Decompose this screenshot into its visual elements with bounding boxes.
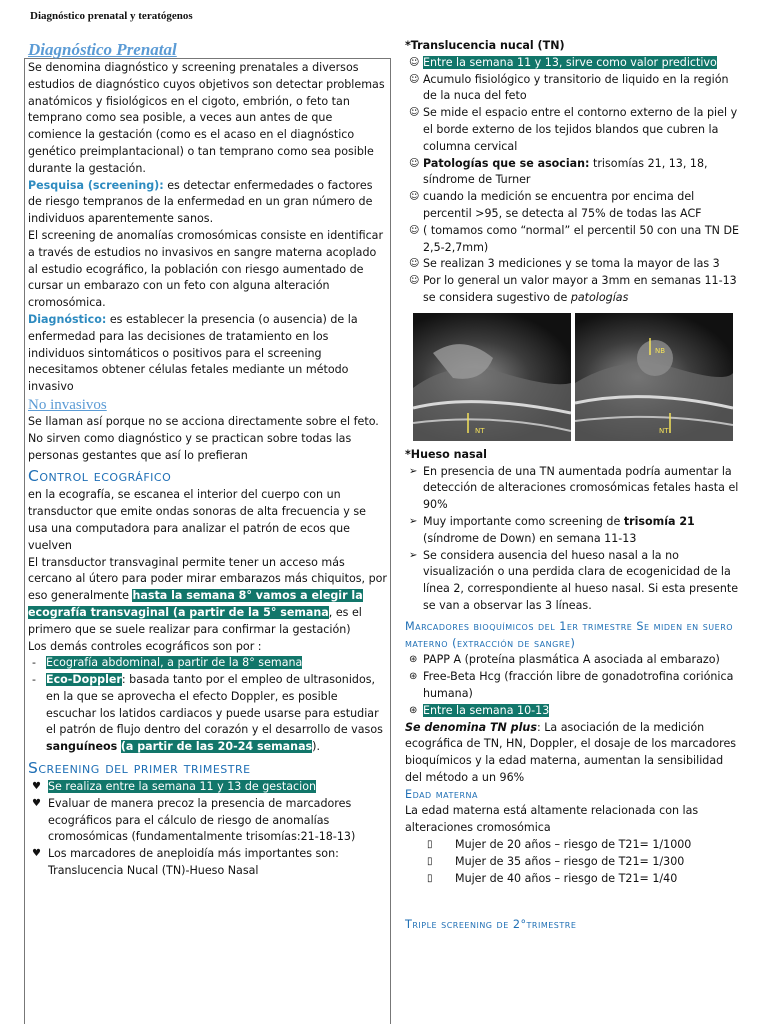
heart-icon: ♥ xyxy=(32,848,41,860)
ultrasound-image-right xyxy=(575,313,733,441)
edad-materna-heading: Edad materna xyxy=(405,787,478,801)
list-item xyxy=(405,514,741,548)
control-paragraph-1: en la ecografía, se escanea el interior del cuerpo con un transductor que emite ondas sonoras de alta frecuencia y se usa una computadora para analizar el patrón de ecos que vuelven xyxy=(28,488,366,552)
tn-item-5: cuando la medición se encuentra por encima del percentil >95, se detecta al 75% de todas las ACF xyxy=(423,190,702,220)
ultrasound-image-left xyxy=(413,313,571,441)
screening-list xyxy=(28,779,388,880)
age-risk-list xyxy=(405,837,741,887)
list-item xyxy=(405,156,741,190)
pesquisa-text: es detectar enfermedades o factores de riesgo tempranos de la enfermedad en un gran número de individuos aparentemente sanos. xyxy=(28,178,373,226)
list-item xyxy=(405,55,741,72)
hn-item-3: Se considera ausencia del hueso nasal a la no visualización o una perdida clara de ecogenicidad de la línea 2, correspondiente al hueso nasal. Si esta presente se van a observar las 3 líneas. xyxy=(423,548,739,612)
tn-item-4-text: trisomías 21, 13, 18, síndrome de Turner xyxy=(423,156,708,187)
list-item xyxy=(405,837,741,854)
title-diagnostico-prenatal: Diagnóstico Prenatal xyxy=(28,40,177,59)
box-icon: ▯ xyxy=(427,855,433,867)
tn-item-7: Se realizan 3 mediciones y se toma la mayor de las 3 xyxy=(423,257,720,271)
smiley-icon: ☺ xyxy=(409,275,420,287)
arrow-icon: ➢ xyxy=(409,549,418,561)
diagnostico-term: Diagnóstico: xyxy=(28,312,107,326)
eco-doppler-term: Eco-Doppler xyxy=(46,673,122,687)
list-item xyxy=(405,105,741,155)
list-item xyxy=(405,72,741,106)
marcador-item-3: Entre la semana 10-13 xyxy=(423,703,550,717)
list-item xyxy=(405,669,741,703)
nt-label: NT xyxy=(659,426,669,435)
tn-item-6: ( tomamos como “normal” el percentil 50 con una TN DE 2,5-2,7mm) xyxy=(423,223,740,254)
tn-plus-text: : La asociación de la medición ecográfica de TN, HN, Doppler, el dosaje de los marcadores bioquímicos y la edad materna, aumentan la sensibilidad del método a un 96% xyxy=(405,720,737,784)
flower-icon: ⊛ xyxy=(409,671,418,683)
hn-item-2c: (síndrome de Down) en semana 11-13 xyxy=(423,531,637,545)
edad-materna-text: La edad materna está altamente relacionada con las alteraciones cromosómica xyxy=(405,804,699,835)
age-risk-2: Mujer de 35 años – riesgo de T21= 1/300 xyxy=(455,854,685,868)
tn-heading: *Translucencia nucal (TN) xyxy=(405,39,565,52)
marcador-item-2: Free-Beta Hcg (fracción libre de gonadotrofina coriónica humana) xyxy=(423,670,734,700)
marcador-item-1: PAPP A (proteína plasmática A asociada al embarazo) xyxy=(423,653,720,667)
smiley-icon: ☺ xyxy=(409,107,420,119)
heart-icon: ♥ xyxy=(32,797,41,809)
list-item xyxy=(405,223,741,257)
tn-item-8: Por lo general un valor mayor a 3mm en semanas 11-13 se considera sugestivo de xyxy=(423,274,737,304)
screening-item-1: Se realiza entre la semana 11 y 13 de gestacion xyxy=(48,780,317,794)
no-invasivos-text: Se llaman así porque no se acciona directamente sobre el feto. No sirven como diagnóstico y se practican sobre todas las personas gestantes que así lo prefieran xyxy=(28,414,379,462)
control-text-a: El transductor transvaginal permite tener un acceso más cercano al útero para poder mirar embarazos más chiquitos, por eso generalmente xyxy=(28,555,387,603)
hn-item-2b: trisomía 21 xyxy=(623,514,695,528)
no-invasivos-heading: No invasivos xyxy=(28,396,107,413)
smiley-icon: ☺ xyxy=(409,157,420,169)
triple-screening-heading: Triple screening de 2°trimestre xyxy=(405,918,577,932)
nt-label: NT xyxy=(475,426,485,435)
right-column xyxy=(405,38,741,934)
box-icon: ▯ xyxy=(427,872,433,884)
control-ecografico-heading: Control ecográfico xyxy=(28,467,172,486)
screening-item-3: Los marcadores de aneploidía más importantes son: Translucencia Nucal (TN)-Hueso Nasal xyxy=(48,847,339,878)
list-item xyxy=(405,871,741,888)
hueso-nasal-list xyxy=(405,464,741,615)
pesquisa-term: Pesquisa (screening): xyxy=(28,178,164,192)
left-column xyxy=(28,40,388,880)
smiley-icon: ☺ xyxy=(409,56,420,68)
age-risk-3: Mujer de 40 años – riesgo de T21= 1/40 xyxy=(455,871,678,885)
tn-item-3: Se mide el espacio entre el contorno externo de la piel y el borde externo de los tejidos blandos que cubren la columna cervical xyxy=(423,106,738,153)
tn-item-2: Acumulo fisiológico y transitorio de liquido en la región de la nuca del feto xyxy=(423,72,729,103)
marcadores-heading: Marcadores bioquímicos del 1er trimestre Se miden en suero materno (extracción de sangre) xyxy=(405,619,734,650)
diagnostico-paragraph xyxy=(28,312,388,396)
arrow-icon: ➢ xyxy=(409,515,418,527)
smiley-icon: ☺ xyxy=(409,258,420,270)
list-item xyxy=(28,846,388,880)
hn-item-2a: Muy importante como screening de xyxy=(423,514,624,528)
list-item xyxy=(405,273,741,307)
list-item xyxy=(405,652,741,669)
list-item xyxy=(405,548,741,615)
sanguineos-bold: sanguíneos xyxy=(46,740,118,754)
tn-item-4-bold: Patologías que se asocian: xyxy=(423,156,590,170)
tn-plus-term: Se denomina TN plus xyxy=(405,720,537,734)
tn-list xyxy=(405,55,741,307)
list-item xyxy=(405,256,741,273)
list-item xyxy=(405,854,741,871)
box-icon: ▯ xyxy=(427,839,433,851)
control-highlight: hasta la semana 8° vamos a elegir la ecografía transvaginal (a partir de la 5° semana xyxy=(28,589,363,619)
diagnostico-text: es establecer la presencia (o ausencia) de la enfermedad para las decisiones de tratamiento en los individuos sintomáticos o positivos para el screening necesitamos obtener células fetales mediante un método invasivo xyxy=(28,312,358,394)
ultrasound-images xyxy=(413,313,733,441)
pesquisa-paragraph xyxy=(28,178,388,228)
dash-item-1: Ecografía abdominal, a partir de la 8° semana xyxy=(46,656,303,670)
smiley-icon: ☺ xyxy=(409,191,420,203)
smiley-icon: ☺ xyxy=(409,73,420,85)
screening-primer-trimestre-heading: Screening del primer trimestre xyxy=(28,759,251,778)
tn-item-8-italic: patologías xyxy=(570,290,629,304)
marcadores-list xyxy=(405,652,741,719)
hn-item-1: En presencia de una TN aumentada podría aumentar la detección de alteraciones cromosómicas fetales hasta el 90% xyxy=(423,464,739,512)
list-item xyxy=(405,464,741,514)
page-header: Diagnóstico prenatal y teratógenos xyxy=(30,10,193,22)
list-item: - Ecografía abdominal, a partir de la 8° semana xyxy=(32,656,303,670)
control-paragraph-3: Los demás controles ecográficos son por : xyxy=(28,639,262,653)
nb-label: NB xyxy=(655,346,666,355)
ecografia-list xyxy=(28,655,388,756)
arrow-icon: ➢ xyxy=(409,465,418,477)
flower-icon: ⊛ xyxy=(409,654,418,666)
flower-icon: ⊛ xyxy=(409,704,418,716)
smiley-icon: ☺ xyxy=(409,224,420,236)
eco-doppler-end: ). xyxy=(312,740,321,754)
list-item xyxy=(405,189,741,223)
list-item: - Eco-Doppler: basada tanto por el empleo de ultrasonidos, en la que se aprovecha el efecto Doppler, es posible escuchar los latidos cardiacos y puede usarse para estudiar el patrón de flujo dentro del corazón y el desarrollo de vasos sanguíneos (a partir de las 20-24 semanas). xyxy=(32,673,383,754)
eco-doppler-text: : basada tanto por el empleo de ultrasonidos, en la que se aprovecha el efecto Doppler, es posible escuchar los latidos cardiacos y puede usarse para estudiar el patrón de flujo dentro del corazón y el desarrollo de vasos xyxy=(46,673,383,737)
control-text-c: , es el primero que se suele realizar para confirmar la gestación) xyxy=(28,605,362,636)
list-item xyxy=(28,796,388,846)
list-item xyxy=(405,703,741,720)
intro-paragraph: Se denomina diagnóstico y screening prenatales a diversos estudios de diagnóstico cuyos objetivos son detectar problemas anatómicos y fisiológicos en el cigoto, embrión, o feto tan temprano como sea posible, a veces aun antes de que comience la gestación (como es el acaso en el diagnóstico genético preimplantacional) o tan temprano como sea posible durante la gestación. xyxy=(28,61,385,175)
heart-icon: ♥ xyxy=(32,781,41,793)
eco-doppler-highlight: (a partir de las 20-24 semanas xyxy=(120,740,313,754)
tn-plus-paragraph xyxy=(405,720,741,787)
list-item xyxy=(28,779,388,796)
age-risk-1: Mujer de 20 años – riesgo de T21= 1/1000 xyxy=(455,838,692,852)
hueso-nasal-heading: *Hueso nasal xyxy=(405,447,487,461)
screening-item-2: Evaluar de manera precoz la presencia de marcadores ecográficos para el cálculo de riesgo de anomalías cromosómicas (fundamentalmente trisomías:21-18-13) xyxy=(48,796,356,844)
tn-item-1: Entre la semana 11 y 13, sirve como valor predictivo xyxy=(423,55,717,69)
control-paragraph-2 xyxy=(28,555,388,639)
screening-paragraph: El screening de anomalías cromosómicas consiste en identificar a través de estudios no invasivos en sangre materna acoplado al estudio ecográfico, la población con riesgo aumentado de cursar un embarazo con un feto con alguna alteración cromosómica. xyxy=(28,228,384,310)
